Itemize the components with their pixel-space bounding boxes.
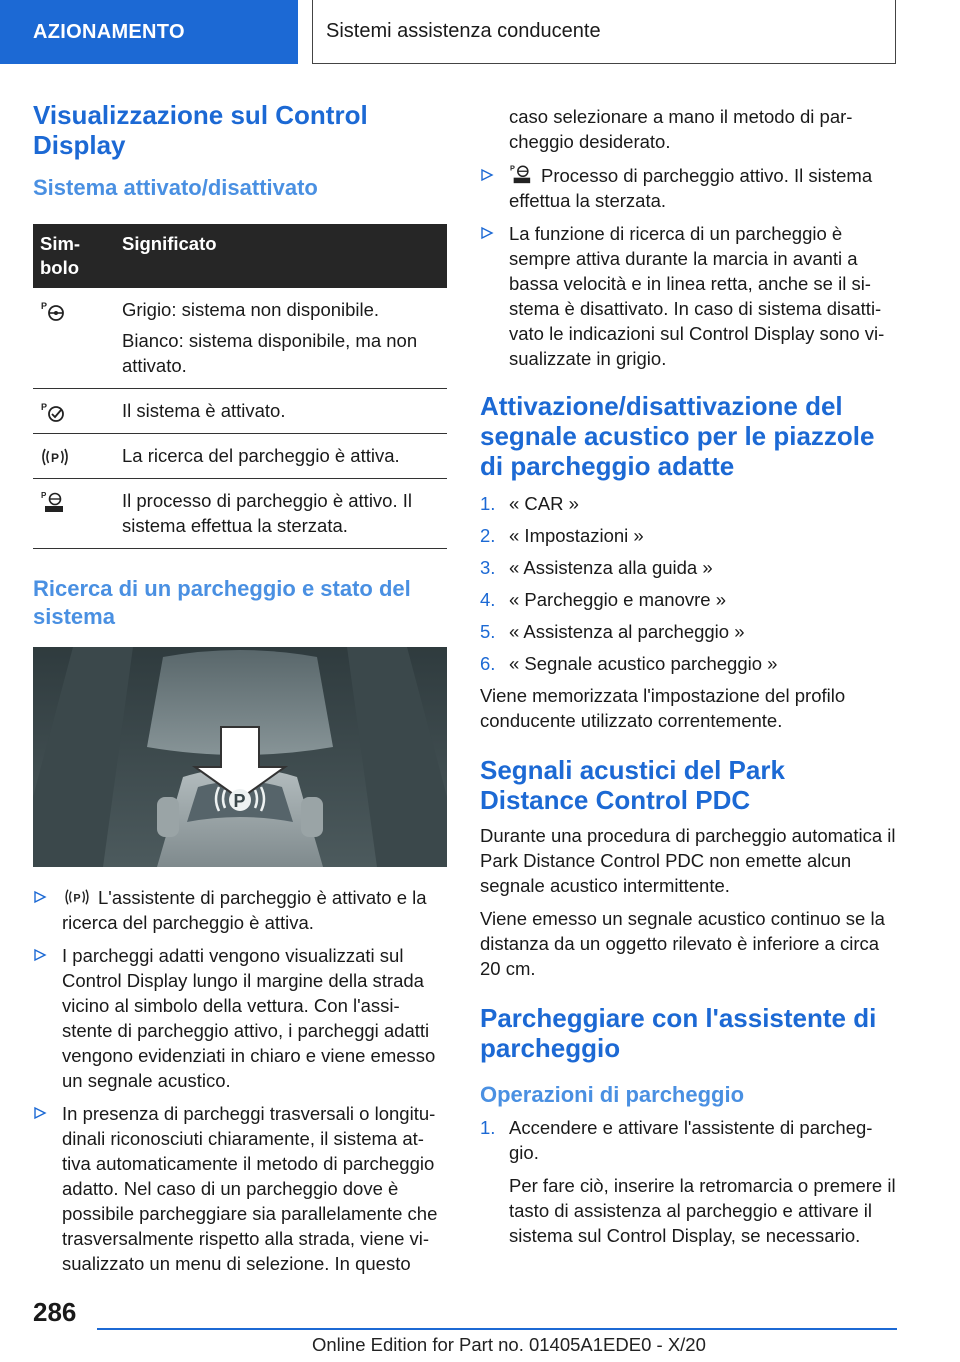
profile-note: Viene memorizzata l'impostazione del profilo conducente utilizzato correntemente. [480,685,846,731]
symbol-cell [33,288,115,389]
meaning-line: Bianco: sistema disponibile, ma non attivato. [122,330,418,376]
meaning-line: Il processo di parcheggio è attivo. Il sistema effettua la sterzata. [122,490,412,537]
step-number: 6. [480,653,496,674]
table-row [33,434,447,479]
list-item [33,885,447,935]
bullet-text: L'assistente di parcheggio è attivato e la ricerca del parcheggio è attiva. [62,887,427,934]
status-bullet-list [480,163,896,371]
svg-text:P: P [41,491,47,501]
list-item [480,587,896,612]
meaning-cell [115,389,447,434]
step-number: 3. [480,557,496,578]
meaning-line: Grigio: sistema non disponibile. [122,299,380,320]
svg-text:P: P [51,451,60,466]
step-text: « Assistenza alla guida » [509,557,713,578]
header-symbol: Sim- bolo [33,224,115,288]
step-text: « Assistenza al parcheggio » [509,621,745,642]
step-subtext: Per fare ciò, inserire la retromarcia o premere il tasto di assistenza al parcheggio e attivare il sistema sul Control Display, se necessario. [509,1175,896,1246]
header-meaning: Significato [115,224,447,288]
step-number: 1. [480,493,496,514]
list-item [33,943,447,1093]
park-assist-auto-icon [40,490,66,514]
symbol-cell [33,389,115,434]
subheading-status: Sistema attivato/disattivato [33,175,318,200]
step-number: 1. [480,1117,496,1138]
menu-path-steps [480,491,896,676]
svg-text:P: P [41,402,48,413]
list-item [33,1101,447,1276]
section-title: AZIONAMENTO [33,20,185,43]
step-number: 2. [480,525,496,546]
table-row [33,479,447,549]
page-number: 286 [33,1297,77,1327]
list-item [480,555,896,580]
continued-text: caso selezionare a mano il metodo di par-cheggio desiderato. [509,106,853,152]
meaning-cell [115,288,447,389]
section-heading-parking: Parcheggiare con l'assistente di parcheggio [480,1003,877,1063]
list-item [480,651,896,676]
chapter-header [312,0,896,64]
section-heading-display: Visualizzazione sul Control Display [33,100,368,160]
meaning-line: Il sistema è attivato. [122,400,286,421]
triangle-bullet-icon [480,226,494,240]
symbol-cell [33,434,115,479]
symbol-table-header [33,224,447,288]
list-item [480,221,896,371]
search-bullet-list [33,885,447,1276]
pdc-paragraph-1: Durante una procedura di parcheggio automatica il Park Distance Control PDC non emette alcun segnale acustico intermittente. [480,825,896,896]
step-text: « CAR » [509,493,579,514]
chapter-title: Sistemi assistenza conducente [326,20,601,42]
step-text: « Impostazioni » [509,525,644,546]
meaning-cell [115,434,447,479]
subheading-search: Ricerca di un parcheggio e stato del sistema [33,576,411,630]
parking-search-waves-icon [40,446,70,468]
list-item [480,1115,896,1248]
step-number: 5. [480,621,496,642]
triangle-bullet-icon [33,948,47,962]
parking-arrow-car-image [33,647,447,867]
svg-text:P: P [233,791,246,812]
section-heading-pdc: Segnali acustici del Park Distance Control PDC [480,755,785,815]
right-column [480,100,896,1255]
table-row [33,288,447,389]
step-text: « Segnale acustico parcheggio » [509,653,778,674]
step-text: « Parcheggio e manovre » [509,589,726,610]
operations-steps [480,1115,896,1248]
footer-divider [97,1328,897,1330]
svg-text:P: P [73,892,81,905]
pdc-paragraph-2: Viene emesso un segnale acustico continuo se la distanza da un oggetto rilevato è inferiore a circa 20 cm. [480,908,885,979]
bullet-text: In presenza di parcheggi trasversali o longitu-dinali riconosciuti chiaramente, il sistema at-tiva automaticamente il metodo di parcheggio adatto. Nel caso di un parcheggio dove è possibile parcheggiare sia parallelamente che trasversalmente rispetto alla strada, viene vi-sualizzato un menu di selezione. In questo [62,1103,438,1275]
bullet-text: La funzione di ricerca di un parcheggio è sempre attiva durante la marcia in avanti a bassa velocità e in linea retta, anche se il si-stema è disattivato. In caso di sistema disatti-vato le indicazioni sul Control Display sono vi-sualizzate in grigio. [509,223,885,369]
left-column [33,100,447,1284]
section-tab [0,0,298,64]
park-assist-steering-check-icon [40,401,66,423]
subheading-operations: Operazioni di parcheggio [480,1082,745,1107]
meaning-line: La ricerca del parcheggio è attiva. [122,445,400,467]
list-item [480,523,896,548]
triangle-bullet-icon [480,168,494,182]
meaning-cell [115,479,447,549]
table-row [33,389,447,434]
park-assist-steering-gray-icon [40,300,66,322]
step-number: 4. [480,589,496,610]
parking-search-waves-icon [62,887,92,907]
edition-note: Online Edition for Part no. 01405A1EDE0 - X/20 [312,1334,706,1355]
list-item [480,491,896,516]
symbol-table [33,224,447,549]
bullet-text: Processo di parcheggio attivo. Il sistema effettua la sterzata. [509,165,873,211]
triangle-bullet-icon [33,1106,47,1120]
triangle-bullet-icon [33,890,47,904]
bullet-text: I parcheggi adatti vengono visualizzati sul Control Display lungo il margine della strada vicino al simbolo della vettura. Con l'assi-stente di parcheggio attivo, i parcheggi adatti vengono evidenziati in chiaro e viene emesso un segnale acustico. [62,945,436,1092]
step-text: Accendere e attivare l'assistente di parcheg-gio. [509,1117,873,1163]
svg-text:P: P [41,301,48,312]
list-item [480,163,896,213]
list-item [480,619,896,644]
svg-text:P: P [510,163,515,173]
section-heading-acoustic: Attivazione/disattivazione del segnale acustico per le piazzole di parcheggio adatte [480,391,875,481]
symbol-cell [33,479,115,549]
park-assist-auto-icon [509,163,533,185]
